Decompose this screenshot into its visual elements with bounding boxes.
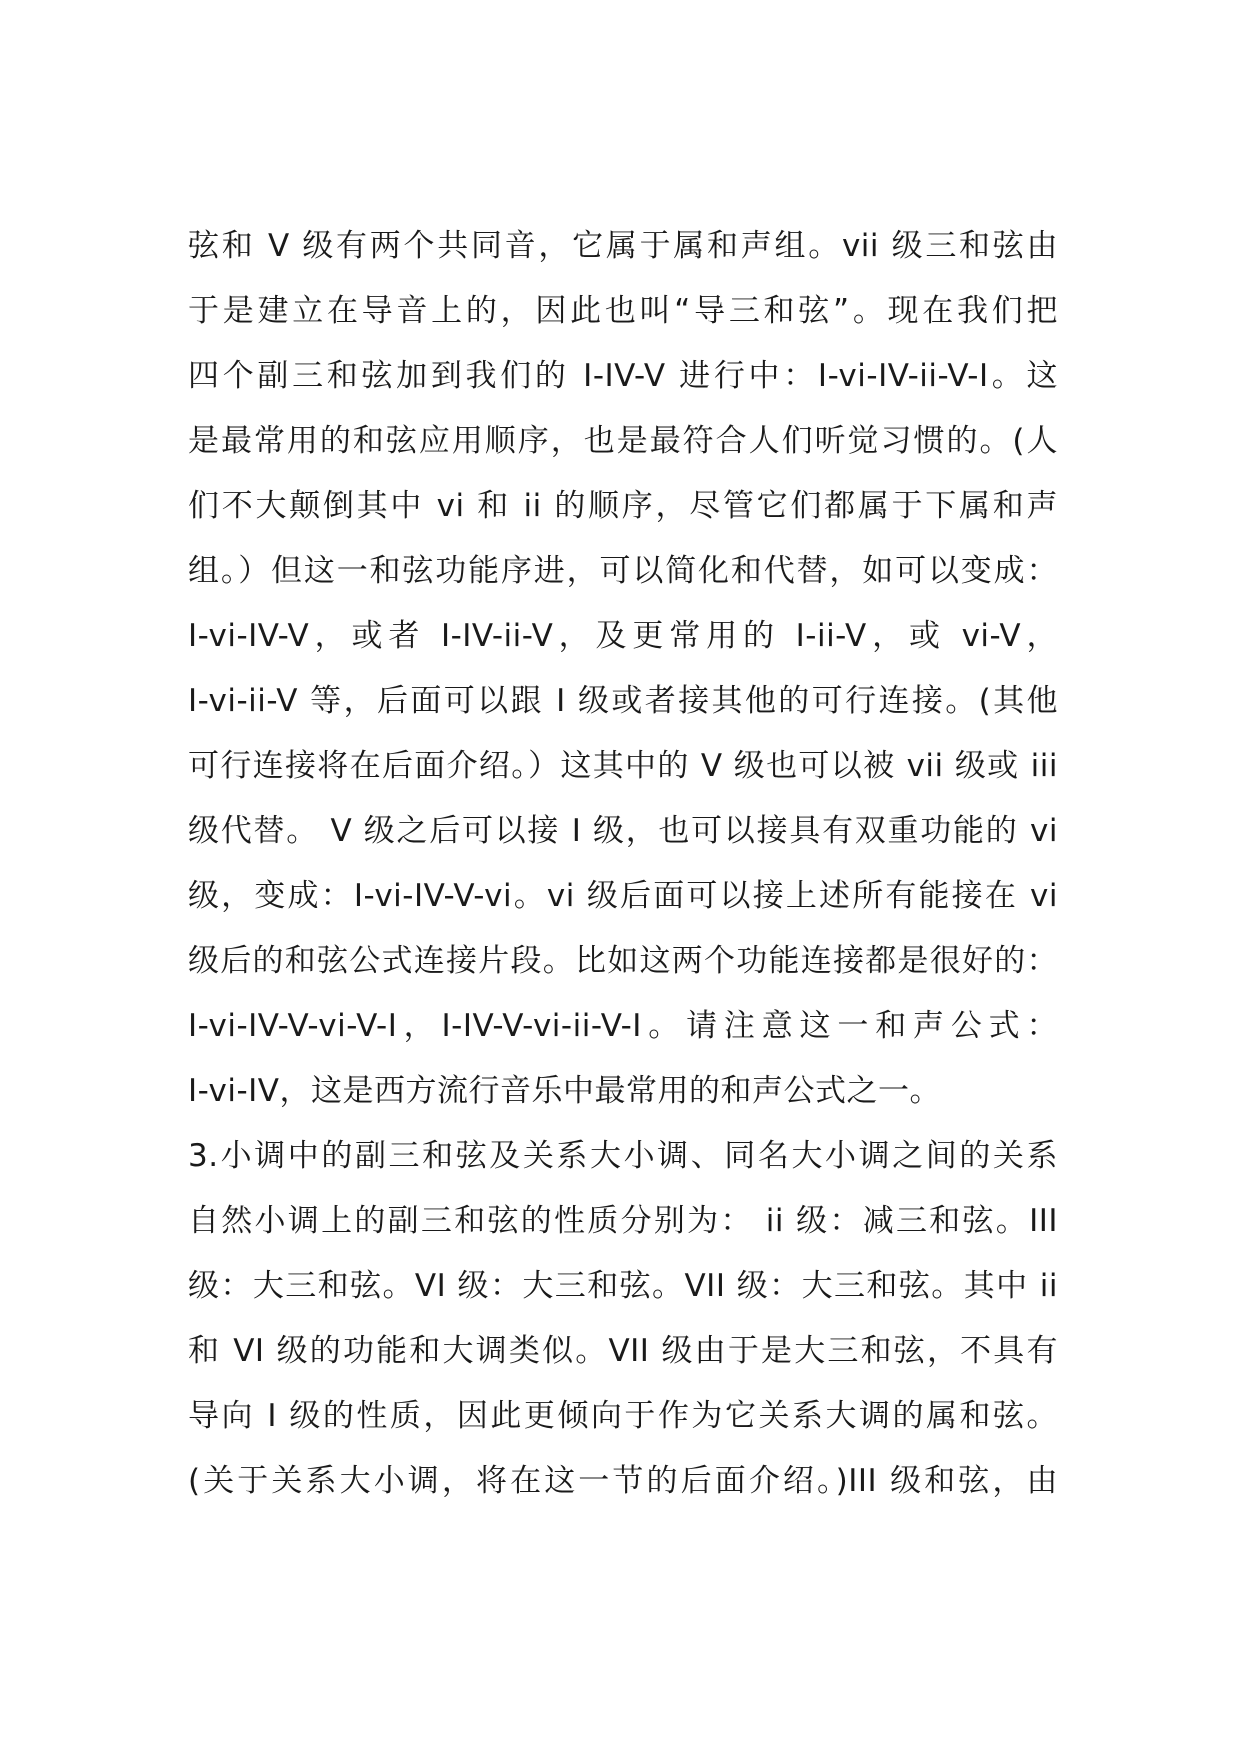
text-line: 自然小调上的副三和弦的性质分别为： ii 级：减三和弦。III (188, 1203, 1058, 1239)
text-line: 级：大三和弦。VI 级：大三和弦。VII 级：大三和弦。其中 ii (188, 1268, 1058, 1304)
text-line: 和 VI 级的功能和大调类似。VII 级由于是大三和弦，不具有 (188, 1333, 1058, 1369)
text-line: I-vi-IV-V-vi-V-I，I-IV-V-vi-ii-V-I。请注意这一和声公式： (188, 1008, 1058, 1044)
body-text (188, 214, 1058, 1514)
text-line: 可行连接将在后面介绍。）这其中的 V 级也可以被 vii 级或 iii (188, 748, 1058, 784)
text-line: 级，变成：I-vi-IV-V-vi。vi 级后面可以接上述所有能接在 vi (188, 878, 1058, 914)
text-line: 是最常用的和弦应用顺序，也是最符合人们听觉习惯的。(人 (188, 423, 1058, 459)
text-line: 们不大颠倒其中 vi 和 ii 的顺序，尽管它们都属于下属和声 (188, 488, 1058, 524)
text-line: 导向 I 级的性质，因此更倾向于作为它关系大调的属和弦。 (188, 1398, 1058, 1434)
text-line: 四个副三和弦加到我们的 I-IV-V 进行中：I-vi-IV-ii-V-I。这 (188, 358, 1058, 394)
text-line: I-vi-ii-V 等，后面可以跟 I 级或者接其他的可行连接。(其他 (188, 683, 1058, 719)
text-line: 于是建立在导音上的，因此也叫“导三和弦”。现在我们把 (188, 293, 1058, 329)
text-line: 级代替。 V 级之后可以接 I 级，也可以接具有双重功能的 vi (188, 813, 1058, 849)
text-line: I-vi-IV-V，或者 I-IV-ii-V，及更常用的 I-ii-V，或 vi-V， (188, 618, 1058, 654)
text-line: 弦和 V 级有两个共同音，它属于属和声组。vii 级三和弦由 (188, 228, 1058, 264)
text-line: I-vi-IV，这是西方流行音乐中最常用的和声公式之一。 (188, 1073, 941, 1109)
section-heading: 3.小调中的副三和弦及关系大小调、同名大小调之间的关系 (188, 1138, 1058, 1174)
text-line: 级后的和弦公式连接片段。比如这两个功能连接都是很好的： (188, 943, 1058, 979)
text-line: 组。）但这一和弦功能序进，可以简化和代替，如可以变成： (188, 553, 1058, 589)
text-line: (关于关系大小调，将在这一节的后面介绍。)III 级和弦，由 (188, 1463, 1058, 1499)
